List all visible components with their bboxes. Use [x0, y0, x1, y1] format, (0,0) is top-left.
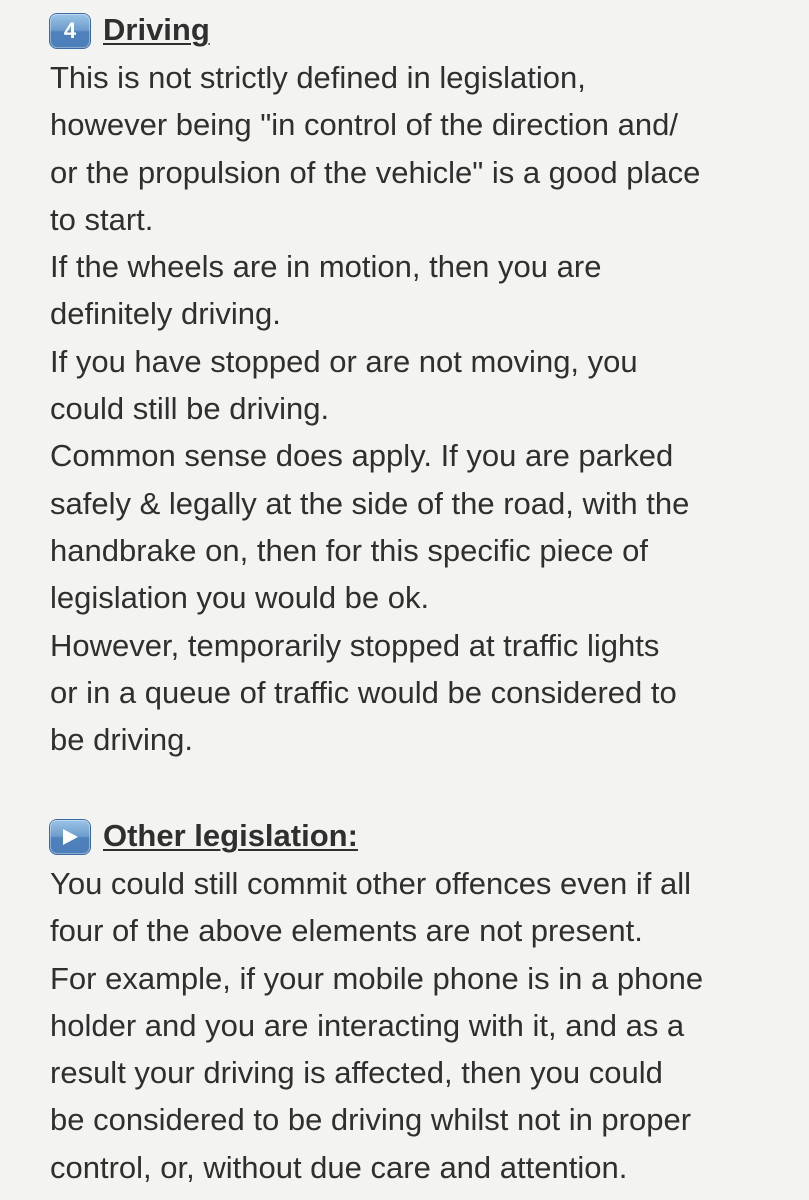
number-four-label: 4: [63, 18, 77, 43]
driving-text-line: Common sense does apply. If you are parked: [50, 438, 674, 474]
driving-text-line: however being "in control of the direction and/: [50, 107, 678, 143]
driving-section: [50, 6, 700, 763]
other-legislation-section: [50, 812, 703, 1191]
driving-text-line: However, temporarily stopped at traffic lights: [50, 627, 660, 663]
other-legislation-text-line: holder and you are interacting with it, and as a: [50, 1007, 685, 1043]
driving-text-line: or in a queue of traffic would be considered to: [50, 674, 677, 710]
driving-text-line: handbrake on, then for this specific piece of: [50, 532, 648, 568]
driving-text-line: definitely driving.: [50, 296, 281, 332]
other-legislation-text-line: You could still commit other offences even if all: [50, 866, 692, 901]
other-legislation-text-line: For example, if your mobile phone is in a phone: [50, 960, 704, 996]
driving-text-line: legislation you would be ok.: [50, 580, 430, 616]
driving-text-line: safely & legally at the side of the road, with the: [50, 485, 690, 521]
other-legislation-text-line: control, or, without due care and attention.: [50, 1149, 628, 1185]
other-legislation-text-line: result your driving is affected, then you could: [50, 1055, 663, 1091]
driving-text-line: This is not strictly defined in legislation,: [50, 60, 586, 95]
driving-text-line: could still be driving.: [50, 391, 330, 427]
other-legislation-title: Other legislation:: [103, 818, 358, 853]
other-legislation-text-line: four of the above elements are not present.: [50, 913, 643, 949]
driving-text-line: If the wheels are in motion, then you are: [50, 249, 602, 285]
driving-text-line: or the propulsion of the vehicle" is a good place: [50, 154, 701, 190]
driving-heading: [50, 6, 700, 54]
driving-title: Driving: [103, 12, 210, 47]
other-legislation-heading: [50, 812, 703, 860]
play-triangle-icon: [63, 829, 78, 845]
play-icon: [50, 820, 90, 854]
driving-text-line: to start.: [50, 201, 154, 237]
driving-text-line: be driving.: [50, 722, 194, 758]
other-legislation-text-line: be considered to be driving whilst not in proper: [50, 1102, 692, 1138]
driving-text-line: If you have stopped or are not moving, you: [50, 343, 638, 379]
number-four-icon: [50, 14, 90, 48]
